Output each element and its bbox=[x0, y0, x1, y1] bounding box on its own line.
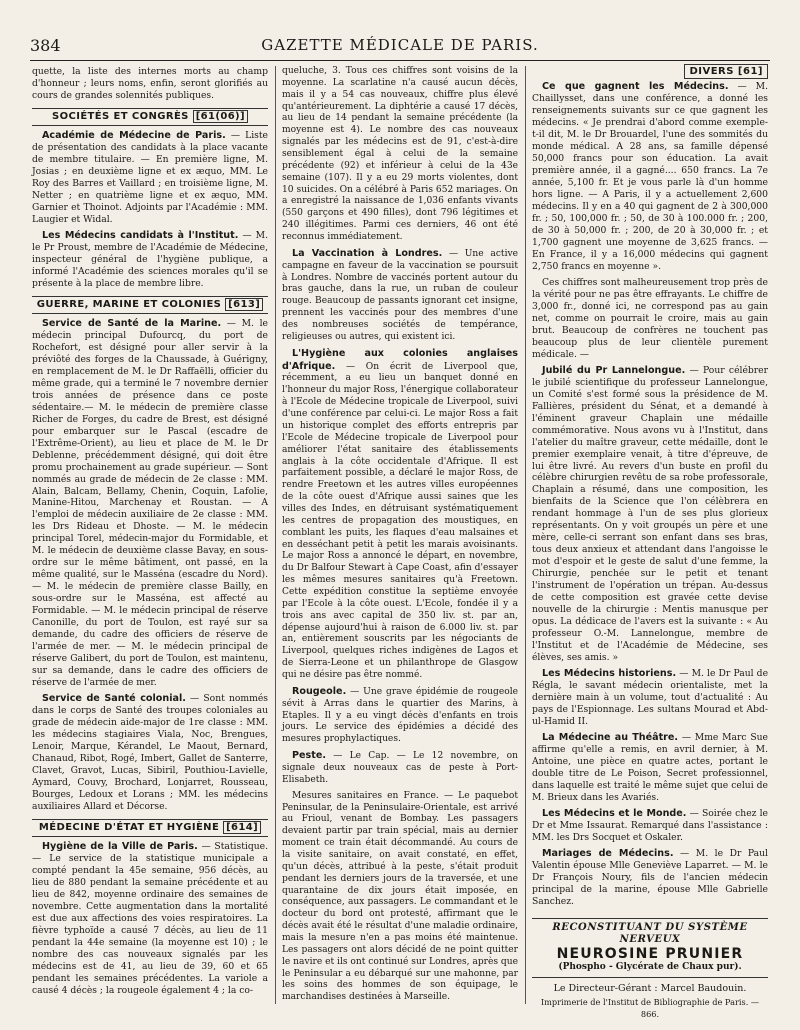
article-text: — Une active campagne en faveur de la vaccination se poursuit à Londres. Nombre de vaccinés portent autour du bras gauche, dans la rue, un ruban de couleur rouge. Beaucoup de passants ignorant cet insigne, prennent les vaccinés pour des membres d'une des nombreuses sociétés de tempérance, religieuses ou autres, qui existent ici. bbox=[282, 248, 518, 342]
paragraph: Mesures sanitaires en France. — Le paquebot Peninsular, de la Peninsulaire-Orientale, est arrivé au Frioul, venant de Bombay. Les passagers devaient partir par train spécial, mais au dernier moment ce train était décommandé. Au cours de la visite sanitaire, on avait constaté, en effet, qu'un décès, attribué à la peste, s'était produit pendant les derniers jours de la traversée, et une quarantaine de dix jours était imposée, en conséquence, aux passagers. Le commandant et le docteur du bord ont protesté, affirmant que le décès avait été le résultat d'une maladie ordinaire, mais la mesure n'en a pas moins été maintenue. Les passagers ont alors décidé de ne point quitter le navire et ils ont continué sur Londres, après que le Peninsular a eu débarqué sur une mahonne, par les soins des hommes de son équipage, le marchandises destinées à Marseille. bbox=[282, 790, 518, 1003]
section-title: MÉDECINE D'ÉTAT ET HYGIÈNE bbox=[38, 822, 220, 834]
section-heading bbox=[32, 108, 268, 126]
page-number: 384 bbox=[30, 36, 61, 55]
section-title: DIVERS [61] bbox=[684, 64, 768, 79]
article-title: Service de Santé de la Marine. bbox=[42, 317, 222, 329]
article-title: Mariages de Médecins. bbox=[542, 848, 674, 860]
article-text: — M. le Dr Paul de Régla, le savant médecin orientaliste, met la dernière main à un volume, tout d'actualité : Au pays de l'Espionnage. Les sultans Mourad et Abd-ul-Hamid II. bbox=[532, 668, 769, 728]
article-title: Ce que gagnent les Médecins. bbox=[542, 80, 729, 92]
article-title: La Vaccination à Londres. bbox=[292, 247, 443, 259]
article-title: Les Médecins et le Monde. bbox=[542, 808, 687, 820]
article-title: Hygiène de la Ville de Paris. bbox=[42, 841, 198, 853]
article bbox=[532, 81, 768, 273]
section-heading bbox=[32, 296, 268, 314]
column-3 bbox=[532, 66, 768, 1021]
article bbox=[32, 230, 268, 290]
section-title: SOCIÉTÉS ET CONGRÈS bbox=[51, 110, 189, 122]
section-code: [61(06)] bbox=[193, 110, 248, 123]
column-2 bbox=[282, 66, 518, 1008]
article bbox=[32, 841, 268, 997]
ad-description: (Phospho - Glycérate de Chaux pur). bbox=[558, 961, 742, 972]
article bbox=[282, 686, 518, 746]
section-code: [613] bbox=[225, 298, 263, 311]
article bbox=[532, 365, 768, 665]
article-text: — Mme Marc Sue affirme qu'elle a remis, en avril dernier, à M. Antoine, une pièce en quatre actes, portant le double titre de Le Poison, Secret professionnel, dans laquelle est traité le même sujet que celui de M. Brieux dans les Avariés. bbox=[532, 732, 768, 804]
article-title: Les Médecins historiens. bbox=[542, 668, 677, 680]
ad-product-name: NEUROSINE PRUNIER bbox=[556, 945, 744, 962]
section-heading bbox=[32, 819, 268, 837]
article bbox=[532, 808, 768, 844]
article-title: Les Médecins candidats à l'Institut. bbox=[42, 229, 239, 241]
journal-title: GAZETTE MÉDICALE DE PARIS. bbox=[261, 36, 539, 54]
article bbox=[32, 693, 268, 813]
paragraph: queluche, 3. Tous ces chiffres sont voisins de la moyenne. La scarlatine n'a causé aucun décès, mais il y a 54 cas nouveaux, chiffre plus élevé qu'antérieurement. La diphtérie a causé 17 décès, au lieu de 14 pendant la semaine précédente (la moyenne est 4). Le nombre des cas nouveaux signalés par les médecins est de 91, c'est-à-dire sensiblement égal à celui de la semaine précédente (92) et inférieur à celui de la 43e semaine (107). Il y a eu 29 morts violentes, dont 10 suicides. On a célébré à Paris 652 mariages. On a enregistré la naissance de 1,036 enfants vivants (550 garçons et 490 filles), dont 796 légitimes et 240 illégitimes. Parmi ces derniers, 46 ont été reconnus immédiatement. bbox=[282, 66, 518, 243]
director-signature: Le Directeur-Gérant : Marcel Baudouin. bbox=[553, 982, 747, 994]
article-text: — M. Chaillysset, dans une conférence, a donné les renseignements suivants sur ce que gagnent les médecins. « Je prendrai d'abord comme exemple-t-il dit, M. le Dr Brouardel, l'une des sommités du monde médical. A 28 ans, sa famille dépensé 50,000 francs pour son éducation. La avait première année, il a gagné.... 650 francs. La 7e année, 5,100 fr. Et je vous parle là d'un homme hors ligne. — A Paris, il y a actuellement 2,600 médecins. Il y en a 40 qui gagnent de 2 à 300,000 fr. ; 50, 100,000 fr. ; 50, de 30 à 100.000 fr. ; 200, de 30 à 50,000 fr. ; 200, de 20 à 30,000 fr. ; et 1,700 gagnent une moyenne de 3,625 francs. — En France, il y a 16,000 médecins qui gagnent 2,750 francs en moyenne ». bbox=[532, 80, 768, 272]
article bbox=[32, 318, 268, 690]
header-rule bbox=[30, 60, 770, 61]
article-text: — M. le Pr Proust, membre de l'Académie de Médecine, inspecteur général de l'hygiène publique, a informé l'Académie des sciences morales qu'il se présente à la place de membre libre. bbox=[32, 229, 268, 289]
advertisement bbox=[532, 918, 768, 978]
article-text: — Une grave épidémie de rougeole sévit à Arras dans le quartier des Marins, à Etaples. Il y a eu vingt décès d'enfants en trois jours. Le service des épidémies a décidé des mesures prophylactiques. bbox=[282, 686, 518, 745]
column-1 bbox=[32, 66, 268, 1001]
column-rule bbox=[525, 66, 526, 1004]
article-title: Service de Santé colonial. bbox=[42, 693, 186, 705]
article-title: Peste. bbox=[292, 750, 326, 762]
paragraph: Ces chiffres sont malheureusement trop près de la vérité pour ne pas être effrayants. Le chiffre de 3,000 fr., donné ici, ne correspond pas au gain net, comme on pourrait le croire, mais au gain brut. Beaucoup de confrères ne touchent pas beaucoup plus de leur clientèle purement médicale. — bbox=[532, 276, 768, 360]
section-title: GUERRE, MARINE ET COLONIES bbox=[36, 298, 222, 310]
paragraph: quette, la liste des internes morts au champ d'honneur ; leurs noms, enfin, seront glorifiés au cours de grandes solennités publiques. bbox=[32, 66, 268, 101]
article bbox=[532, 668, 768, 728]
article bbox=[282, 248, 518, 344]
article bbox=[532, 848, 768, 908]
article bbox=[32, 130, 268, 226]
article bbox=[532, 732, 768, 804]
article-title: La Médecine au Théâtre. bbox=[542, 732, 679, 744]
printer-imprint: Imprimerie de l'Institut de Bibliographie de Paris. — 866. bbox=[540, 996, 760, 1019]
article-title: Rougeole. bbox=[292, 685, 347, 697]
ad-tagline: RECONSTITUANT DU SYSTÈME NERVEUX bbox=[552, 921, 748, 945]
article-text: — M. le médecin principal Dufourcq, du port de Rochefort, est désigné pour aller servir à la préviôté des forges de la Chaussade, à Guérigny, en remplacement de M. le Dr Raffaëlli, officier du même grade, qui a terminé le 7 novembre dernier trois années de présence dans ce poste sédentaire.— M. le médecin de première classe Richer de Forges, du cadre de Brest, est désigné pour embarquer sur le Pascal (escadre de l'Extrême-Orient), au lieu et place de M. le Dr Deblenne, précédemment désigné, qui doit être promu prochainement au grade supérieur. — Sont nommés au grade de médecin de 2e classe : MM. Alain, Balcam, Bellamy, Chenin, Coquin, Lafolie, Manine-Hitou, Marchenay et Roustan. — A l'emploi de médecin auxiliaire de 2e classe : MM. les Drs Rideau et Dhoste. — M. le médecin principal Torel, médecin-major du Formidable, et M. le médecin de deuxième classe Bavay, en sous-ordre sur le même bâtiment, ont passé, en la même qualité, sur le Masséna (escadre du Nord). — M. le médecin de première classe Bailly, en sous-ordre sur le Masséna, est affecté au Formidable. — M. le médecin principal de réserve Canonille, du port de Toulon, est rayé sur sa demande, du cadre des officiers de réserve de l'armée de mer. — M. le médecin principal de réserve Galibert, du port de Toulon, est maintenu, sur sa demande, dans le cadre des officiers de réserve de l'armée de mer. bbox=[32, 317, 268, 689]
article-text: — M. le Dr Paul Valentin épouse Mlle Geneviève Laparret. — M. le Dr François Noury, fils de l'ancien médecin principal de la marine, épouse Mlle Gabrielle Sanchez. bbox=[532, 848, 768, 907]
article-title: Jubilé du Pr Lannelongue. bbox=[542, 364, 686, 376]
article-title: L'Hygiène aux colonies anglaises d'Afrique. bbox=[282, 347, 518, 372]
article-text: — On écrit de Liverpool que, récemment, a eu lieu un banquet donné en l'honneur du major Ross, l'énergique collaborateur à l'Ecole de Médecine tropicale de Liverpool, suivi d'une conférence par celui-ci. Le major Ross a fait un historique complet des efforts entrepris par l'Ecole de Médecine tropicale de Liverpool pour améliorer l'état sanitaire des établissements anglais à la côte occidentale d'Afrique. Il est parfaitement possible, a déclaré le major Ross, de rendre Freetown et les autres villes européennes de la côte ouest d'Afrique aussi saines que les villes des Indes, en détruisant systématiquement les centres de propagation des moustiques, en comblant les puits, les flaques d'eau malsaines et en desséchant petit à petit les marais avoisinants. Le major Ross a annoncé le départ, en novembre, du Dr Balfour Stewart à Cape Coast, afin d'essayer les mêmes mesures sanitaires qu'à Freetown. Cette expédition constitue la septième envoyée par l'Ecole à la côte ouest. L'Ecole, fondée il y a trois ans avec capital de 350 liv. st. par an, dépense aujourd'hui à raison de 6.000 liv. st. par an, entièrement souscrits par les négociants de Liverpool, quelques riches indigènes de Lagos et de Sierra-Leone et un philanthrope de Glasgow qui ne désire pas être nommé. bbox=[282, 361, 518, 680]
article bbox=[282, 750, 518, 787]
article-text: — Pour célébrer le jubilé scientifique du professeur Lannelongue, un Comité s'est formé sous la présidence de M. Fallières, président du Sénat, et a demandé à l'éminent graveur Chaplain une médaille commémorative. Nous avons vu à l'Institut, dans l'atelier du maître graveur, cette médaille, dont le premier exemplaire venait, à titre d'épreuve, de lui être livré. Au revers d'un buste en profil du célèbre chirurgien revêtu de sa robe professorale, Chaplain a résumé, dans une composition, les bienfaits de la Science que l'on célèbrera en rendant hommage à l'un de ses plus glorieux représentants. On y voit groupés un père et une mère, celle-ci serrant son enfant dans ses bras, tous deux anxieux et attendant dans l'angoisse le mot d'espoir et le geste de salut d'une femme, la Chirurgie, penchée sur le petit et tenant l'instrument de l'opération un trépan. Au-dessus de cette composition est gravée cette devise nouvelle de la chirurgie : Mentis manusque per opus. La dédicace de l'avers est la suivante : « Au professeur O.-M. Lannelongue, membre de l'Institut et de l'Académie de Médecine, ses élèves, ses amis. » bbox=[532, 364, 768, 664]
article-text: — Sont nommés dans le corps de Santé des troupes coloniales au grade de médecin aide-major de 1re classe : MM. les médecins stagiaires Viala, Noc, Brengues, Lenoir, Marque, Kérandel, Le Maout, Bernard, Chanaud, Ribot, Rogé, Imbert, Gallet de Santerre, Clavet, Gravot, Lucas, Sibiril, Pouthiou-Lavielle, Aymard, Couvy, Brochard, Lonjarret, Rousseau, Bourges, Ledoux et Lorans ; MM. les médecins auxiliaires Allard et Décorse. bbox=[32, 693, 268, 813]
article-text: — Soirée chez le Dr et Mme Issaurat. Remarqué dans l'assistance : MM. les Drs Socquet et Oskaler. bbox=[532, 808, 768, 844]
section-heading bbox=[532, 66, 768, 78]
article-title: Académie de Médecine de Paris. bbox=[42, 129, 226, 141]
section-code: [614] bbox=[223, 821, 261, 834]
article-text: — Le Cap. — Le 12 novembre, on signale deux nouveaux cas de peste à Port-Elisabeth. bbox=[282, 751, 518, 785]
running-head bbox=[30, 36, 770, 58]
column-rule bbox=[275, 66, 276, 1004]
article-text: — Statistique. — Le service de la statistique municipale a compté pendant la 45e semaine, 956 décès, au lieu de 880 pendant la semaine précédente et au lieu de 842, moyenne ordinaire des semaines de novembre. Cette augmentation dans la mortalité est due aux affections des voies respiratoires. La fièvre typhoïde a causé 7 décès, au lieu de 11 pendant la 44e semaine (la moyenne est 10) ; le nombre des cas nouveaux signalés par les médecins est de 41, au lieu de 39, 60 et 65 pendant les semaines précédentes. La variole a causé 4 décès ; la rougeole également 4 ; la co- bbox=[32, 841, 268, 996]
article-text: — Liste de présentation des candidats à la place vacante de membre titulaire. — En première ligne, M. Josias ; en deuxième ligne et ex æquo, MM. Le Roy des Barres et Vaillard ; en troisième ligne, M. Netter ; en quatrième ligne et ex æquo, MM. Garnier et Thoinot. Adjoints par l'Académie : MM. Laugier et Widal. bbox=[32, 129, 268, 225]
article bbox=[282, 348, 518, 682]
